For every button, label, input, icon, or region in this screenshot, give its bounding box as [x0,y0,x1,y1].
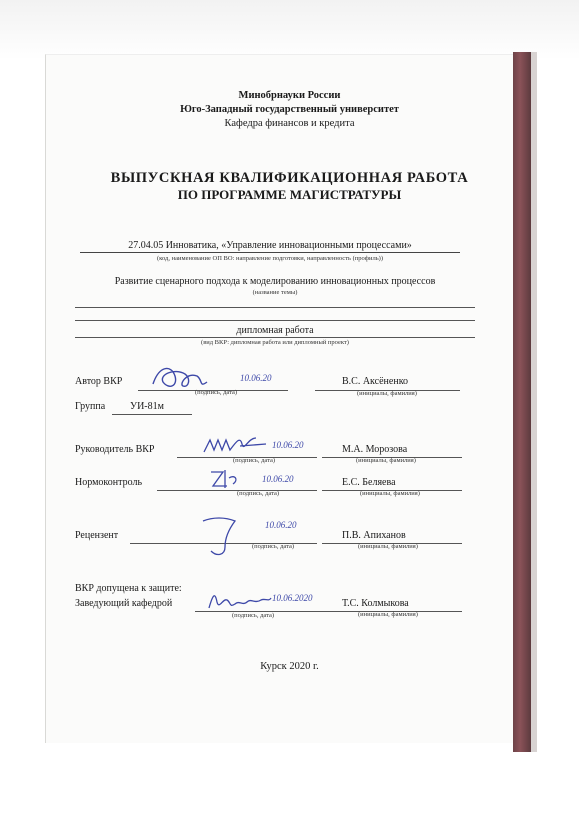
group-label: Группа [75,401,106,412]
ministry-name: Минобрнауки России [238,90,341,101]
topic-value: Развитие сценарного подхода к моделированию инновационных процессов [114,276,436,287]
author-signature-caption: (подпись, дата) [195,389,238,396]
supervisor-label: Руководитель ВКР [75,444,155,455]
author-name-caption: (инициалы, фамилия) [357,390,417,397]
head-name-caption: (инициалы, фамилия) [358,611,418,618]
city-year: Курск 2020 г. [260,661,319,672]
admission-line: ВКР допущена к защите: [75,583,182,594]
reviewer-name-caption: (инициалы, фамилия) [358,543,418,550]
document-title: ВЫПУСКНАЯ КВАЛИФИКАЦИОННАЯ РАБОТА [110,170,469,186]
head-of-department-name: Т.С. Колмыкова [342,598,409,609]
supervisor-signature [200,432,270,458]
binding-edge [531,52,537,752]
work-type-line [75,337,475,338]
department-name: Кафедра финансов и кредита [224,118,355,129]
supervisor-name-caption: (инициалы, фамилия) [356,457,416,464]
head-signature [205,588,275,614]
specialty-value: 27.04.05 Инноватика, «Управление инновационными процессами» [80,240,460,253]
topic-line [75,320,475,321]
work-type-caption: (вид ВКР: дипломная работа или дипломный проект) [201,339,349,346]
reviewer-signature-caption: (подпись, дата) [252,543,295,550]
admission-date: 10.06.2020 [272,593,313,603]
author-date: 10.06.20 [240,373,272,383]
reviewer-date: 10.06.20 [265,520,297,530]
normcontrol-label: Нормоконтроль [75,477,143,488]
topic-line [75,307,475,308]
scan-background [0,0,579,60]
normcontrol-date: 10.06.20 [262,474,294,484]
title-page-sheet [45,54,514,743]
reviewer-signature [195,515,245,559]
author-label: Автор ВКР [75,376,123,387]
normcontrol-signature-caption: (подпись, дата) [237,490,280,497]
head-of-department-label: Заведующий кафедрой [75,598,173,609]
reviewer-name: П.В. Апиханов [342,530,406,541]
reviewer-label: Рецензент [75,530,119,541]
group-line [112,414,192,415]
topic-caption: (название темы) [252,289,298,296]
group-value: УИ-81м [130,401,164,412]
author-name: В.С. Аксёненко [342,376,409,387]
specialty-caption: (код, наименование ОП ВО: направление подготовки, направленность (профиль)) [157,255,383,262]
supervisor-signature-caption: (подпись, дата) [233,457,276,464]
binding-stripe [513,52,531,752]
supervisor-date: 10.06.20 [272,440,304,450]
university-name: Юго-Западный государственный университет [180,104,399,115]
work-type-value: дипломная работа [236,325,314,336]
normcontrol-name-caption: (инициалы, фамилия) [360,490,420,497]
normcontrol-name: Е.С. Беляева [342,477,396,488]
normcontrol-signature [205,466,245,492]
document-subtitle: ПО ПРОГРАММЕ МАГИСТРАТУРЫ [177,187,402,202]
supervisor-name: М.А. Морозова [342,444,408,455]
admission-signature-caption: (подпись, дата) [232,612,275,619]
